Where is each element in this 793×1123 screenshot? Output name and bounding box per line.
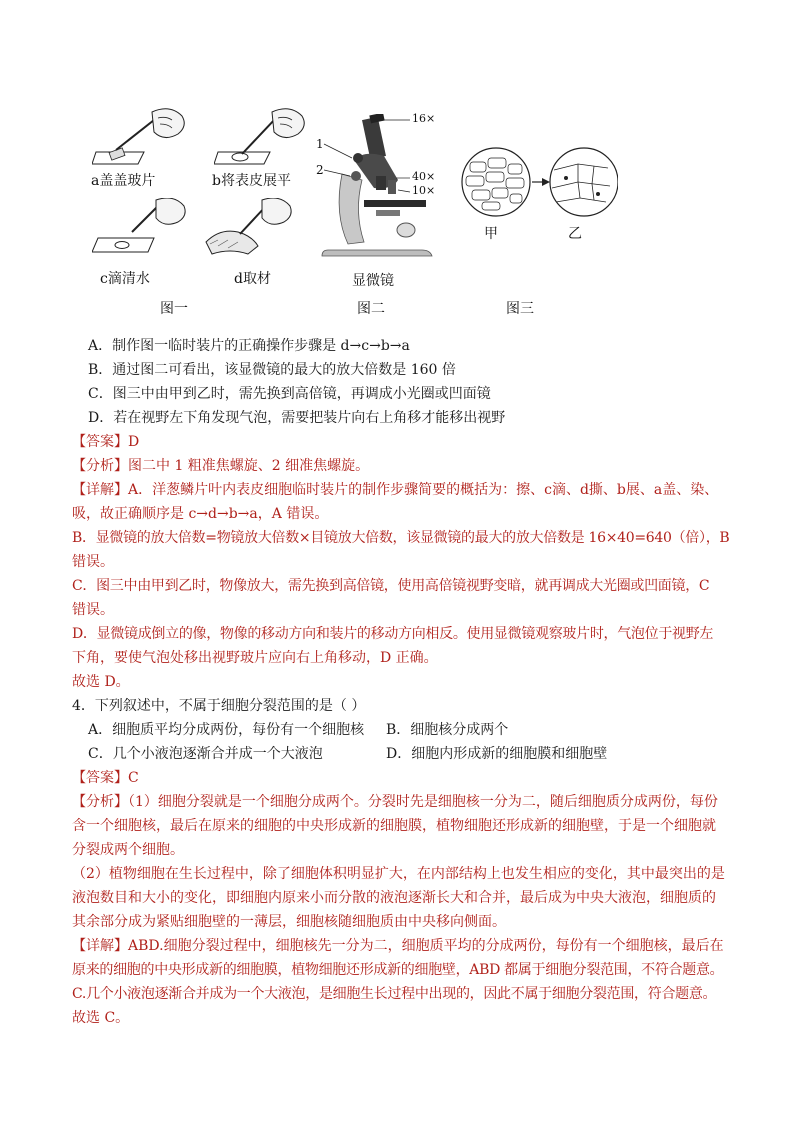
fig2-part-2-label: 2: [316, 163, 324, 177]
fig1-step-c-illustration: [92, 198, 192, 258]
q3-analysis: 图二中 1 粗准焦螺旋、2 细准焦螺旋。: [128, 458, 370, 474]
fig2-eyepiece-label: 16×: [412, 112, 436, 125]
q4-answer-tag: 【答案】: [72, 770, 128, 786]
q4-answer: C: [128, 770, 139, 786]
q4-analysis-line3: 分裂成两个细胞。: [72, 842, 184, 858]
q4-analysis-line2: 含一个细胞核，最后在原来的细胞的中央形成新的细胞膜，植物细胞还形成新的细胞壁，于是一个细胞就: [72, 818, 716, 834]
q3-detail-a-line1: [72, 478, 732, 502]
q3-detail-b-line2: 错误。: [72, 554, 114, 570]
q4-option-b: B．细胞核分成两个: [386, 722, 509, 738]
q3-analysis-line: [72, 454, 732, 478]
q3-analysis-tag: 【分析】: [72, 458, 128, 474]
fig3-jia-label: 甲: [484, 226, 498, 242]
q3-detail-a-line2: 吸，故正确顺序是 c→d→b→a，A 错误。: [72, 506, 329, 522]
q3-detail-c-line2: 错误。: [72, 602, 114, 618]
fig1-step-a-label: a盖盖玻片: [91, 173, 156, 189]
fig2-objective-10-label: 10×: [412, 184, 436, 197]
fig2-microscope-illustration: [314, 114, 464, 264]
q4-detail-tag: 【详解】: [72, 938, 128, 954]
fig1-step-b-illustration: [214, 106, 314, 166]
q4-options-row1: [88, 718, 748, 742]
q4-analysis-1a: （1）细胞分裂就是一个细胞分成两个。分裂时先是细胞核一分为二，随后细胞质分成两份，每份: [128, 794, 718, 810]
fig1-caption: 图一: [160, 301, 188, 317]
fig2-microscope-label: 显微镜: [352, 273, 394, 289]
q4-option-c: C．几个小液泡逐渐合并成一个大液泡: [88, 746, 323, 762]
q4-stem: 4．下列叙述中，不属于细胞分裂范围的是（ ）: [72, 698, 366, 714]
q3-detail-d-line1: D．显微镜成倒立的像，物像的移动方向和装片的移动方向相反。使用显微镜观察玻片时，气泡位于视野左: [72, 626, 714, 642]
q3-detail-c-line1: C．图三中由甲到乙时，物像放大，需先换到高倍镜，使用高倍镜视野变暗，就再调成大光圈或凹面镜，C: [72, 578, 710, 594]
q3-answer: D: [128, 434, 140, 450]
fig3-yi-label: 乙: [568, 226, 582, 242]
q4-analysis-line4: （2）植物细胞在生长过程中，除了细胞体积明显扩大，在内部结构上也发生相应的变化，其中最突出的是: [72, 866, 725, 882]
q4-detail-line3: C.几个小液泡逐渐合并成为一个大液泡，是细胞生长过程中出现的，因此不属于细胞分裂范围，符合题意。: [72, 986, 717, 1002]
q3-detail-d-line2: 下角，要使气泡处移出视野玻片应向右上角移动，D 正确。: [72, 650, 438, 666]
q3-option-a: A．制作图一临时装片的正确操作步骤是 d→c→b→a: [88, 338, 410, 354]
fig3-caption: 图三: [506, 301, 534, 317]
q4-detail-1: ABD.细胞分裂过程中，细胞核先一分为二，细胞质平均的分成两份，每份有一个细胞核，最后在: [128, 938, 724, 954]
fig1-step-a-illustration: [92, 106, 192, 166]
q3-option-c: C．图三中由甲到乙时，需先换到高倍镜，再调成小光圈或凹面镜: [88, 386, 491, 402]
q4-analysis-line1: [72, 790, 732, 814]
q3-detail-b-line1: B．显微镜的放大倍数=物镜放大倍数×目镜放大倍数，该显微镜的最大的放大倍数是 16×40=640（倍），B: [72, 530, 730, 546]
q4-detail-line1: [72, 934, 732, 958]
q3-answer-tag: 【答案】: [72, 434, 128, 450]
q4-answer-line: [72, 766, 732, 790]
q4-detail-line2: 原来的细胞的中央形成新的细胞膜，植物细胞还形成新的细胞壁，ABD 都属于细胞分裂范围，不符合题意。: [72, 962, 724, 978]
figure-area: [0, 100, 793, 320]
fig2-part-1-label: 1: [316, 137, 324, 151]
q4-options-row2: [88, 742, 748, 766]
fig1-step-d-label: d取材: [234, 271, 271, 287]
fig3-cell-views-illustration: [458, 144, 618, 224]
fig2-objective-40-label: 40×: [412, 170, 436, 183]
q3-detail-tag: 【详解】: [72, 482, 128, 498]
q3-conclusion: 故选 D。: [72, 674, 130, 690]
fig2-caption: 图二: [357, 301, 385, 317]
fig1-step-b-label: b将表皮展平: [212, 173, 291, 189]
q4-analysis-line5: 液泡数目和大小的变化，即细胞内原来小而分散的液泡逐渐长大和合并，最后成为中央大液泡，细胞质的: [72, 890, 716, 906]
q3-detail-a1: A．洋葱鳞片叶内表皮细胞临时装片的制作步骤简要的概括为：擦、c滴、d撕、b展、a盖、染、: [128, 482, 719, 498]
q3-option-d: D．若在视野左下角发现气泡，需要把装片向右上角移才能移出视野: [88, 410, 506, 426]
q4-conclusion: 故选 C。: [72, 1010, 130, 1026]
q4-option-d: D．细胞内形成新的细胞膜和细胞壁: [386, 746, 608, 762]
q4-analysis-tag: 【分析】: [72, 794, 128, 810]
q3-option-b: B．通过图二可看出，该显微镜的最大的放大倍数是 160 倍: [88, 362, 456, 378]
q4-analysis-line6: 其余部分成为紧贴细胞壁的一薄层，细胞核随细胞质由中央移向侧面。: [72, 914, 506, 930]
q4-option-a: A．细胞质平均分成两份，每份有一个细胞核: [88, 722, 365, 738]
fig1-step-d-illustration: [200, 198, 300, 258]
fig1-step-c-label: c滴清水: [100, 271, 150, 287]
q3-answer-line: [72, 430, 732, 454]
